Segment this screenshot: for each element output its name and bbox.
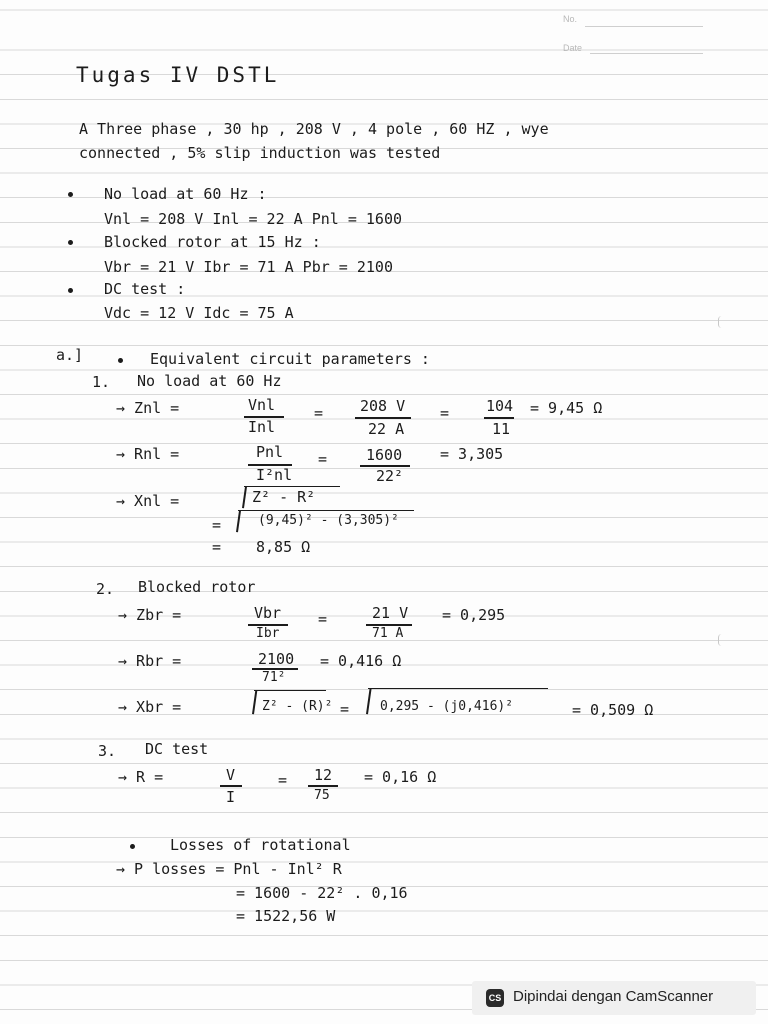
- r-denominator-1: I: [226, 788, 236, 806]
- date-line: [590, 53, 703, 54]
- equals-sign: =: [340, 700, 350, 718]
- part-a-label: a.]: [56, 346, 84, 364]
- equals-sign: =: [318, 450, 328, 468]
- section-1-title: No load at 60 Hz: [137, 372, 282, 390]
- losses-line-3: = 1522,56 W: [236, 907, 336, 925]
- equals-sign: =: [314, 404, 324, 422]
- fraction-bar: [355, 417, 411, 419]
- xnl-result: 8,85 Ω: [256, 538, 311, 556]
- part-a-heading: Equivalent circuit parameters :: [150, 350, 430, 368]
- bullet-dot: [68, 192, 73, 197]
- equals-sign: =: [440, 404, 450, 422]
- equals-sign: =: [212, 538, 222, 556]
- r-lhs: → R =: [118, 768, 164, 786]
- losses-line-1: → P losses = Pnl - Inl² R: [116, 860, 342, 878]
- zbr-numerator-1: Vbr: [254, 604, 282, 622]
- xbr-radicand-1: Z² - (R)²: [262, 699, 333, 714]
- znl-denominator-1: Inl: [248, 418, 276, 436]
- equals-sign: =: [212, 516, 222, 534]
- problem-line-2: connected , 5% slip induction was tested: [79, 144, 441, 162]
- zbr-lhs: → Zbr =: [118, 606, 182, 624]
- znl-denominator-2: 22 A: [368, 420, 405, 438]
- r-numerator-1: V: [226, 766, 236, 784]
- sqrt-sign: [236, 510, 241, 532]
- losses-line-2: = 1600 - 22² . 0,16: [236, 884, 408, 902]
- rbr-denominator-1: 71²: [262, 670, 286, 685]
- bullet-dot: [68, 240, 73, 245]
- r-numerator-2: 12: [314, 766, 333, 784]
- xbr-result: = 0,509 Ω: [572, 701, 654, 719]
- rbr-lhs: → Rbr =: [118, 652, 182, 670]
- znl-numerator-2: 208 V: [360, 397, 406, 415]
- rnl-result: = 3,305: [440, 445, 504, 463]
- margin-mark: [718, 634, 725, 646]
- znl-numerator-1: Vnl: [248, 396, 276, 414]
- equals-sign: =: [278, 771, 288, 789]
- section-2-number: 2.: [96, 580, 115, 598]
- camscanner-logo-icon: CS: [486, 989, 504, 1007]
- r-result: = 0,16 Ω: [364, 768, 437, 786]
- sqrt-bar: [254, 690, 326, 691]
- date-label: Date: [563, 43, 583, 53]
- sqrt-sign: [366, 688, 371, 714]
- sqrt-bar: [238, 510, 414, 511]
- xnl-lhs: → Xnl =: [116, 492, 180, 510]
- blocked-heading: Blocked rotor at 15 Hz :: [104, 233, 321, 251]
- no-label: No.: [563, 14, 578, 24]
- rbr-result: = 0,416 Ω: [320, 652, 402, 670]
- znl-denominator-3: 11: [492, 420, 511, 438]
- no-load-values: Vnl = 208 V Inl = 22 A Pnl = 1600: [104, 210, 403, 228]
- znl-result: = 9,45 Ω: [530, 399, 603, 417]
- camscanner-text: Dipindai dengan CamScanner: [513, 988, 714, 1005]
- xbr-radicand-2: 0,295 - (j0,416)²: [380, 699, 514, 714]
- blocked-values: Vbr = 21 V Ibr = 71 A Pbr = 2100: [104, 258, 393, 276]
- camscanner-badge: [472, 981, 756, 1015]
- rnl-numerator-2: 1600: [366, 446, 403, 464]
- bullet-dot: [130, 844, 135, 849]
- rnl-numerator-1: Pnl: [256, 443, 284, 461]
- section-2-title: Blocked rotor: [138, 578, 256, 596]
- margin-mark: [718, 316, 725, 328]
- bullet-dot: [118, 358, 123, 363]
- sqrt-bar: [244, 486, 340, 487]
- sqrt-sign: [242, 486, 247, 508]
- section-1-number: 1.: [92, 373, 111, 391]
- rnl-denominator-2: 22²: [376, 467, 404, 485]
- equals-sign: =: [318, 610, 328, 628]
- rnl-lhs: → Rnl =: [116, 445, 180, 463]
- zbr-denominator-1: Ibr: [256, 626, 280, 641]
- sqrt-bar: [368, 688, 548, 689]
- bullet-dot: [68, 288, 73, 293]
- xnl-radicand-1: Z² - R²: [252, 488, 316, 506]
- losses-title: Losses of rotational: [170, 836, 351, 854]
- r-denominator-2: 75: [314, 788, 330, 803]
- no-load-heading: No load at 60 Hz :: [104, 185, 267, 203]
- znl-lhs: → Znl =: [116, 399, 180, 417]
- fraction-bar: [308, 785, 338, 787]
- zbr-result: = 0,295: [442, 606, 506, 624]
- problem-line-1: A Three phase , 30 hp , 208 V , 4 pole , 60 HZ , wye: [79, 120, 549, 138]
- sqrt-sign: [252, 690, 257, 714]
- page-title: Tugas IV DSTL: [76, 63, 280, 87]
- fraction-bar: [484, 417, 514, 419]
- rnl-denominator-1: I²nl: [256, 466, 293, 484]
- fraction-bar: [220, 785, 242, 787]
- zbr-numerator-2: 21 V: [372, 604, 409, 622]
- section-3-number: 3.: [98, 742, 117, 760]
- rbr-numerator-1: 2100: [258, 650, 295, 668]
- xnl-radicand-2: (9,45)² - (3,305)²: [258, 513, 399, 528]
- no-line: [585, 26, 703, 27]
- zbr-denominator-2: 71 A: [372, 626, 404, 641]
- dc-values: Vdc = 12 V Idc = 75 A: [104, 304, 294, 322]
- znl-numerator-3: 104: [486, 397, 514, 415]
- xbr-lhs: → Xbr =: [118, 698, 182, 716]
- section-3-title: DC test: [145, 740, 209, 758]
- dc-heading: DC test :: [104, 280, 186, 298]
